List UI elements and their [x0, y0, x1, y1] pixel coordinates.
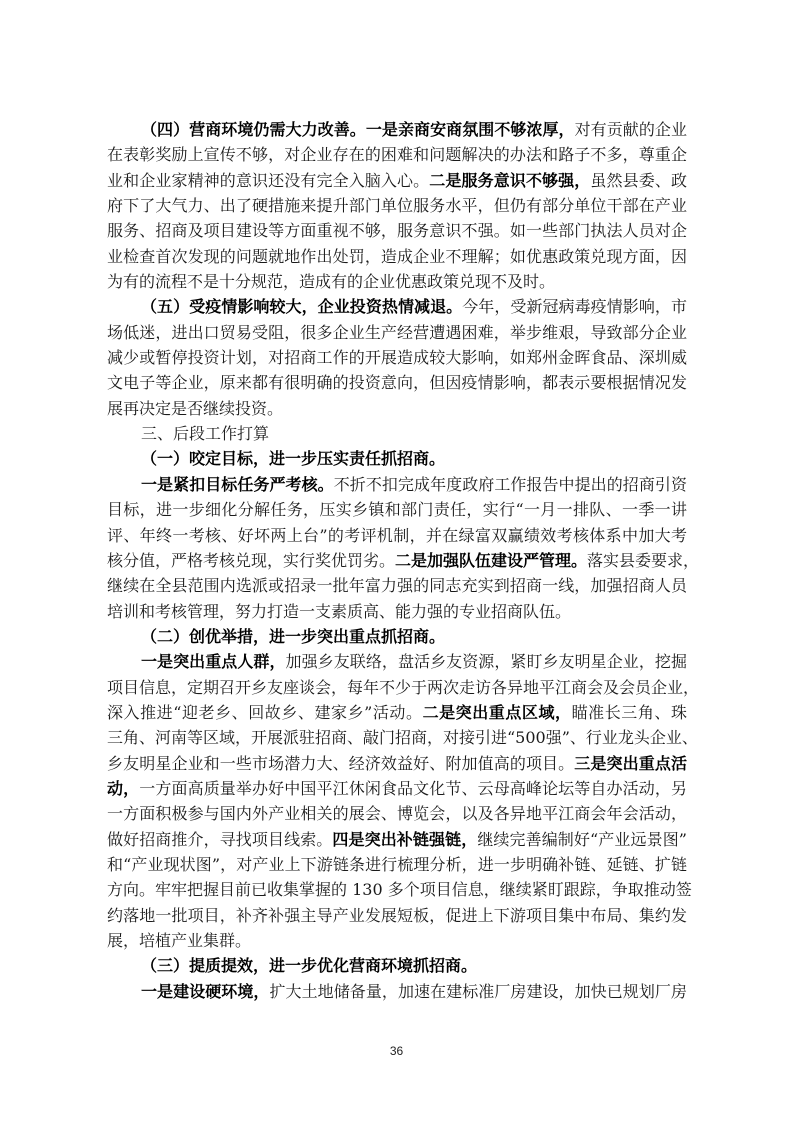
text-run: 深入推进“迎老乡、回故乡、建家乡”活动。 [107, 702, 423, 722]
text-run: 评、年终一考核、好坏两上台”的考评机制，并在绿富双赢绩效考核体系中加大考 [107, 525, 687, 545]
text-run: 减少或暂停投资计划，对招商工作的开展造成较大影响，如郑州金晖食品、深圳威 [107, 348, 687, 368]
text-line [107, 168, 687, 193]
text-run: 扩大土地储备量，加速在建标准厂房建设，加快已规划厂房 [269, 981, 687, 1001]
text-line [107, 979, 687, 1004]
bold-text-run: 二是服务意识不够强， [429, 170, 591, 190]
text-line [107, 776, 687, 801]
text-run: 业检查首次发现的问题就地作出处罚，造成企业不理解；如优惠政策兑现方面，因 [107, 246, 687, 266]
text-line [107, 953, 687, 978]
text-run: 不折不扣完成年度政府工作报告中提出的招商引资 [333, 474, 687, 494]
text-line [107, 624, 687, 649]
text-line [107, 269, 687, 294]
bold-text-run: （四）营商环境仍需大力改善。一是亲商安商氛围不够浓厚， [141, 120, 575, 139]
text-run: 培训和考核管理，努力打造一支素质高、能力强的专业招商队伍。 [107, 601, 572, 621]
text-line [107, 396, 687, 421]
text-line [107, 599, 687, 624]
section-heading [107, 421, 687, 446]
text-line [107, 649, 687, 674]
text-run: 项目信息，定期召开乡友座谈会，每年不少于两次走访各异地平江商会及会员企业， [107, 677, 700, 697]
bold-text-run: 动， [107, 778, 140, 798]
text-run: 为有的流程不是十分规范，造成有的企业优惠政策兑现不及时。 [107, 272, 556, 292]
bold-text-run: 二是突出重点区域， [422, 702, 572, 722]
bold-text-run: 二是加强队伍建设严管理。 [395, 550, 588, 570]
text-run: 三、后段工作打算 [141, 424, 270, 444]
text-run: 方向。牢牢把握目前已收集掌握的 130 多个项目信息，继续紧盯跟踪，争取推动签 [107, 880, 692, 900]
text-run: 做好招商推介，寻找项目线索。 [107, 829, 333, 849]
text-run: 瞄准长三角、珠 [571, 702, 687, 722]
text-run: 核分值，严格考核兑现，实行奖优罚劣。 [107, 550, 396, 570]
text-line [107, 852, 687, 877]
text-run: 乡友明星企业和一些市场潜力大、经济效益好、附加值高的项目。 [107, 753, 575, 773]
text-run: 服务、招商及项目建设等方面重视不够，服务意识不强。如一些部门执法人员对企 [107, 221, 687, 241]
text-run: 场低迷，进出口贸易受阻，很多企业生产经营遭遇困难，举步维艰，导致部分企业 [107, 322, 687, 342]
text-run: 对有贡献的企业 [574, 120, 687, 139]
text-run: 加强乡友联络，盘活乡友资源，紧盯乡友明星企业，挖掘 [285, 652, 687, 672]
text-run: 一方面高质量举办好中国平江休闲食品文化节、云母高峰论坛等自办活动，另 [139, 778, 687, 798]
text-line [107, 548, 700, 573]
text-line [107, 523, 687, 548]
text-line [107, 320, 687, 345]
text-line [107, 827, 687, 852]
text-line [107, 877, 692, 902]
text-line [107, 142, 687, 167]
bold-text-run: 一是紧扣目标任务严考核。 [141, 474, 334, 494]
bold-text-run: （二）创优举措，进一步突出重点抓招商。 [141, 626, 446, 646]
text-line [107, 294, 687, 319]
text-run: 目标，进一步细化分解任务，压实乡镇和部门责任，实行“一月一排队、一季一讲 [107, 500, 687, 520]
text-run: 虽然县委、政 [590, 170, 687, 190]
bold-text-run: 一是建设硬环境， [141, 981, 270, 1001]
bold-text-run: 四是突出补链强链， [332, 829, 478, 849]
text-run: 展再决定是否继续投资。 [107, 398, 284, 418]
text-run: 约落地一批项目，补齐补强主导产业发展短板，促进上下游项目集中布局、集约发 [107, 905, 687, 925]
text-line [107, 218, 687, 243]
text-run: 一方面积极参与国内外产业相关的展会、博览会，以及各异地平江商会年会活动， [107, 804, 687, 824]
text-line [107, 345, 687, 370]
text-run: 三角、河南等区域，开展派驻招商、敲门招商，对接引进“500强”、行业龙头企业、 [107, 728, 698, 748]
text-run: 继续在全县范围内选派或招录一批年富力强的同志充实到招商一线，加强招商人员 [107, 576, 687, 596]
text-line [107, 751, 687, 776]
text-line [107, 370, 687, 395]
page-number: 36 [389, 1044, 404, 1058]
text-run: 和“产业现状图”，对产业上下游链条进行梳理分析，进一步明确补链、延链、扩链 [107, 854, 687, 874]
text-run: 展，培植产业集群。 [107, 931, 252, 950]
text-run: 府下了大气力、出了硬措施来提升部门单位服务水平，但仍有部分单位干部在产业 [107, 196, 687, 216]
text-line [107, 446, 687, 471]
text-line [107, 903, 687, 928]
text-line [107, 725, 698, 750]
text-run: 继续完善编制好“产业远景图” [477, 829, 687, 849]
text-line [107, 573, 687, 598]
text-line [107, 801, 687, 826]
bold-text-run: （三）提质提效，进一步优化营商环境抓招商。 [141, 956, 478, 976]
text-run: 今年，受新冠病毒疫情影响，市 [462, 297, 687, 317]
text-line [107, 675, 700, 700]
bold-text-run: 一是突出重点人群， [141, 652, 286, 672]
document-body [107, 117, 700, 1004]
text-line [107, 193, 687, 218]
text-line [107, 928, 687, 953]
bold-text-run: （一）咬定目标，进一步压实责任抓招商。 [141, 449, 446, 469]
text-run: 业和企业家精神的意识还没有完全入脑入心。 [107, 170, 430, 190]
text-run: 落实县委要求， [587, 550, 700, 570]
text-run: 文电子等企业，原来都有很明确的投资意向，但因疫情影响，都表示要根据情况发 [107, 373, 687, 393]
bold-text-run: 三是突出重点活 [574, 753, 687, 773]
bold-text-run: （五）受疫情影响较大，企业投资热情减退。 [141, 297, 463, 317]
text-run: 在表彰奖励上宣传不够，对企业存在的困难和问题解决的办法和路子不多，尊重企 [107, 145, 687, 165]
text-line [107, 117, 687, 142]
text-line [107, 497, 687, 522]
text-line [107, 700, 687, 725]
text-line [107, 244, 687, 269]
text-line [107, 472, 687, 497]
